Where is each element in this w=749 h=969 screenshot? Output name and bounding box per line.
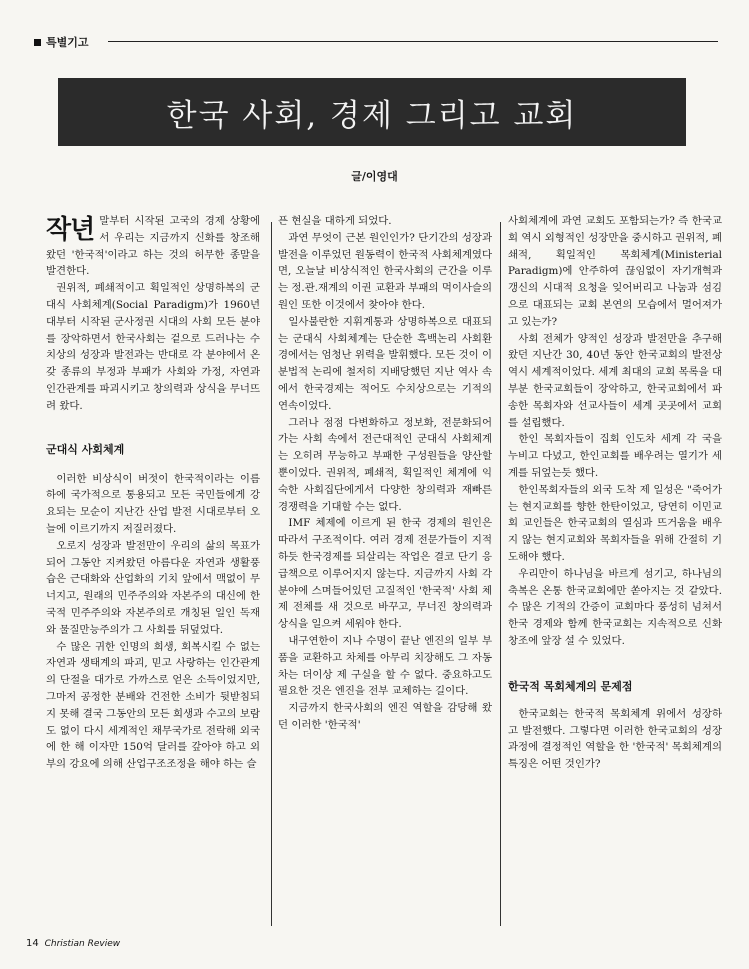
article-title-banner bbox=[58, 78, 686, 146]
paragraph: 오로지 성장과 발전만이 우리의 삶의 목표가 되어 그동안 지켜왔던 아름다운 자연과 생활풍습은 근대화와 산업화의 기치 앞에서 맥없이 무너지고, 원래의 민주주의와 자본주의 대신에 한국적 민주주의와 자본주의로 개칭된 일인 독재와 물질만능주의가 그 사회를 뒤덮었다. bbox=[46, 539, 260, 636]
paragraph: 픈 현실을 대하게 되었다. bbox=[278, 215, 392, 227]
article-column-3 bbox=[508, 213, 722, 773]
paragraph: 사회 전체가 양적인 성장과 발전만을 추구해 왔던 지난간 30, 40년 동안 한국교회의 발전상 역시 세계적이었다. 세계 최대의 교회 목록을 대부분 한국교회들이 장악하고, 한국교회에서 파송한 목회자와 선교사들이 세계 곳곳에서 교회를 설립했다. bbox=[508, 332, 722, 429]
column-divider bbox=[500, 222, 501, 926]
paragraph bbox=[46, 213, 260, 280]
paragraph: 이러한 비상식이 버젓이 한국적이라는 이름 하에 국가적으로 통용되고 모든 국민들에게 강요되는 모순이 지난간 산업 발전 시대로부터 오늘에 이르기까지 저질러졌다. bbox=[46, 472, 260, 535]
subheading: 군대식 사회체계 bbox=[46, 442, 125, 456]
paragraph-text: 말부터 시작된 고국의 경제 상황에서 우리는 지금까지 신화를 창조해왔던 '한국적'이라고 하는 것의 허무한 종말을 발견한다. bbox=[46, 215, 260, 278]
paragraph: 그러나 점점 다변화하고 정보화, 전문화되어 가는 사회 속에서 전근대적인 군대식 사회체계는 오히려 무능하고 부패한 구성원들을 양산할 뿐이었다. 권위적, 폐쇄적, 획일적인 체계에 익숙한 사회집단에게서 다양한 창의력과 재빠른 경쟁력을 기대할 수는 없다. bbox=[278, 416, 492, 513]
article-column-2 bbox=[278, 213, 492, 734]
subheading: 한국적 목회체계의 문제점 bbox=[508, 679, 633, 693]
section-label-text: 특별기고 bbox=[46, 36, 89, 49]
article-column-1 bbox=[46, 213, 260, 773]
paragraph: 지금까지 한국사회의 엔진 역할을 감당해 왔던 이러한 '한국적' bbox=[278, 702, 492, 731]
paragraph: 한인목회자들의 외국 도착 제 일성은 "죽어가는 현지교회를 향한 한탄이었고, 당연히 이민교회 교인들은 한국교회의 열심과 뜨거움을 배우지 않는 현지교회와 목회자들을 위해 간절히 기도해야 했다. bbox=[508, 483, 722, 563]
page-number: 14 bbox=[26, 938, 39, 949]
page-footer bbox=[26, 938, 120, 949]
paragraph: 수 많은 귀한 인명의 희생, 회복시킬 수 없는 자연과 생태계의 파괴, 믿고 사랑하는 인간관계의 단절을 대가로 가까스로 얻은 소득이었지만, 그마저 공정한 분배와 건전한 소비가 뒷받침되지 못해 결국 그동안의 모든 희생과 수고의 보람도 없이 다시 세계적인 채무국가로 전락해 외국에 한 해 이자만 150억 달러를 갚아야 하고 외부의 강요에 의해 산업구조조정을 해야 하는 슬 bbox=[46, 640, 260, 771]
paragraph: IMF 체제에 이르게 된 한국 경제의 원인은 따라서 구조적이다. 여러 경제 전문가들이 지적하듯 한국경제를 되살리는 작업은 결코 단기 응급책으로 이루어지지 않는다. 지금까지 사회 각 분야에 스며들어있던 고질적인 '한국적' 사회 체제 전체를 새 것으로 바꾸고, 무너진 창의력과 상식을 일으켜 세워야 한다. bbox=[278, 517, 492, 631]
section-label bbox=[34, 34, 89, 50]
drop-cap: 작년 bbox=[46, 215, 95, 245]
byline: 글/이영대 bbox=[351, 170, 398, 183]
magazine-name: Christian Review bbox=[44, 939, 121, 949]
paragraph: 한인 목회자들이 집회 인도차 세계 각 국을 누비고 다녔고, 한인교회를 배우려는 열기가 세계를 뒤엎는듯 했다. bbox=[508, 433, 722, 479]
section-rule bbox=[108, 41, 718, 42]
section-marker-icon bbox=[34, 39, 41, 46]
paragraph: 우리만이 하나님을 바르게 섬기고, 하나님의 축복은 온통 한국교회에만 쏟아지는 것 같았다. 수 많은 기적의 간증이 교회마다 풍성히 넘쳐서 한국 경제와 함께 한국교회는 지속적으로 신화창조에 앞장 설 수 있었다. bbox=[508, 567, 722, 647]
paragraph: 과연 무엇이 근본 원인인가? 단기간의 성장과 발전을 이루었던 원동력이 한국적 사회체계였다면, 오늘날 비상식적인 한국사회의 근간을 이루는 정.관.재계의 이권 교환과 부패의 먹이사슬의 원인 또한 이것에서 찾아야 한다. bbox=[278, 231, 492, 311]
article-title: 한국 사회, 경제 그리고 교회 bbox=[166, 97, 578, 134]
paragraph: 내구연한이 지나 수명이 끝난 엔진의 일부 부품을 교환하고 차체를 아무리 치장해도 그 자동차는 더이상 제 구실을 할 수 없다. 중요하고도 필요한 것은 엔진을 전부 교체하는 길이다. bbox=[278, 634, 492, 698]
column-divider bbox=[271, 222, 272, 926]
paragraph: 한국교회는 한국적 목회체계 위에서 성장하고 발전했다. 그렇다면 이러한 한국교회의 성장과정에 결정적인 역할을 한 '한국적' 목회체계의 특징은 어떤 것인가? bbox=[508, 707, 722, 771]
paragraph: 권위적, 폐쇄적이고 획일적인 상명하복의 군대식 사회체계(Social Paradigm)가 1960년 대부터 시작된 군사정권 시대의 사회 모든 분야를 장악하면서 한국사회는 겉으로 드러나는 수치상의 성장과 발전과는 반대로 각 분야에서 온갖 종류의 부정과 부패가 사회와 가정, 자연과 인간관계를 파괴시키고 창의력과 상식을 무너뜨려 왔다. bbox=[46, 282, 260, 412]
paragraph: 일사불란한 지휘계통과 상명하복으로 대표되는 군대식 사회체계는 단순한 흑백논리 사회환경에서는 엄청난 위력을 발휘했다. 모든 것이 이분법적 논리에 철저히 지배당했던 지난 역사 속에서 한국경제는 적어도 수치상으로는 기적의 연속이었다. bbox=[278, 315, 492, 412]
paragraph: 사회체계에 과연 교회도 포함되는가? 즉 한국교회 역시 외형적인 성장만을 중시하고 권위적, 폐쇄적, 획일적인 목회체계(Ministerial Paradigm)에 안주하여 끊임없이 자기개혁과 갱신의 시대적 요청을 잊어버리고 나눔과 섬김으로 대표되는 교회 본연의 모습에서 멀어져가고 있는가? bbox=[508, 215, 722, 328]
